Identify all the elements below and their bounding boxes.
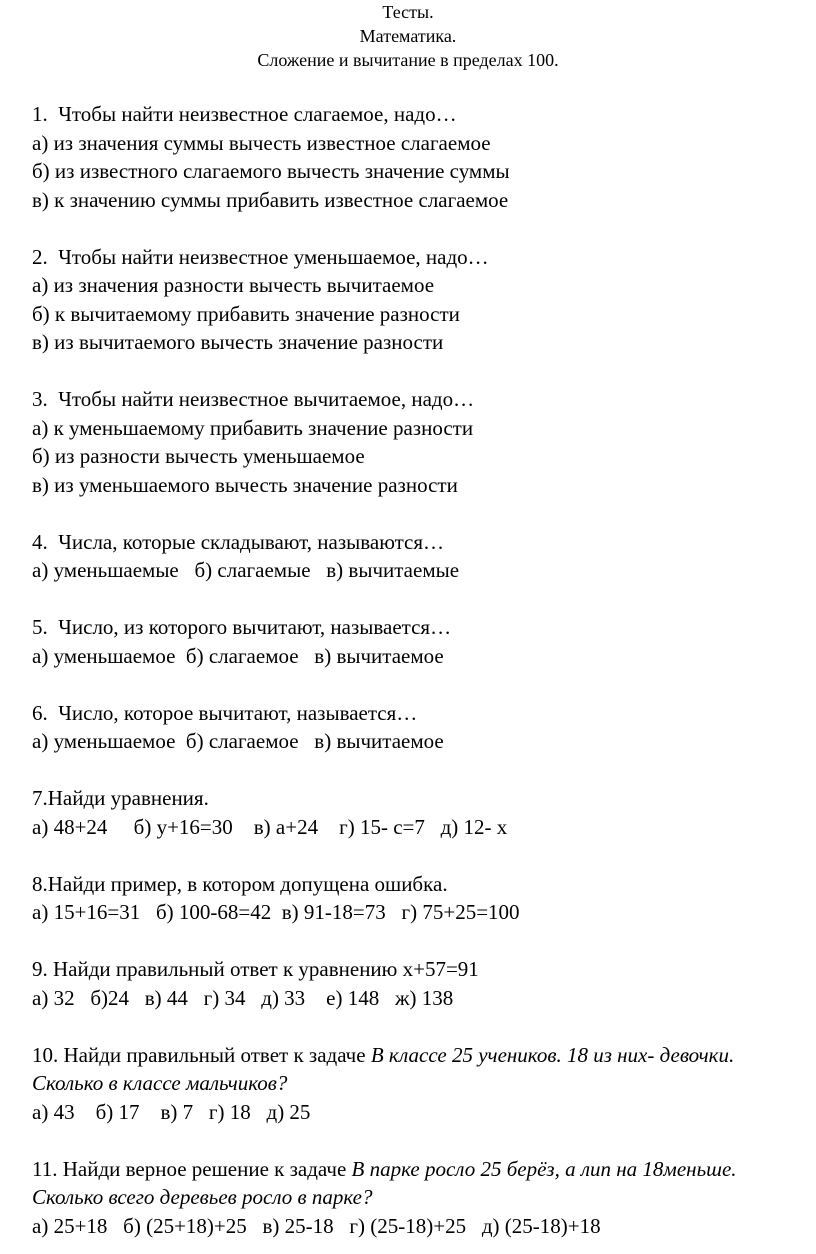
question-7 [32, 784, 792, 841]
question-prompt: 4. Числа, которые складывают, называются… [32, 529, 445, 554]
answer-options-row: а) 43 б) 17 в) 7 г) 18 д) 25 [32, 1099, 311, 1124]
question-prompt: 1. Чтобы найти неизвестное слагаемое, надо… [32, 102, 457, 126]
answer-options-row: а) 15+16=31 б) 100-68=42 в) 91-18=73 г) 75+25=100 [32, 900, 520, 924]
answer-options-row: а) уменьшаемое б) слагаемое в) вычитаемое [32, 729, 444, 753]
answer-option: а) к уменьшаемому прибавить значение разности [32, 415, 474, 440]
answer-option: в) из вычитаемого вычесть значение разности [32, 330, 444, 354]
question-prompt: 6. Число, которое вычитают, называется… [32, 700, 418, 725]
answer-option: а) из значения разности вычесть вычитаемое [32, 273, 435, 297]
question-prompt: 5. Число, из которого вычитают, называется… [32, 615, 452, 639]
question-prompt: 2. Чтобы найти неизвестное уменьшаемое, надо… [32, 244, 489, 269]
answer-options-row: а) уменьшаемые б) слагаемые в) вычитаемые [32, 558, 460, 582]
question-prompt: 3. Чтобы найти неизвестное вычитаемое, надо… [32, 387, 475, 411]
question-1 [32, 100, 792, 214]
test-body [32, 100, 792, 1240]
task-text: В парке росло 25 берёз, а лип на 18меньше. Сколько всего деревьев росло в парке? [32, 1156, 737, 1209]
question-3 [32, 385, 792, 499]
answer-option: а) из значения суммы вычесть известное слагаемое [32, 130, 491, 155]
question-5 [32, 613, 792, 670]
answer-option: б) из разности вычесть уменьшаемое [32, 444, 365, 468]
doc-type-title: Тесты. [382, 2, 434, 22]
question-lead: 11. Найди верное решение к задаче [32, 1156, 352, 1181]
question-8 [32, 870, 792, 927]
answer-option: б) к вычитаемому прибавить значение разности [32, 301, 460, 326]
question-6 [32, 699, 792, 756]
question-2 [32, 243, 792, 357]
question-prompt: 8.Найди пример, в котором допущена ошибка. [32, 871, 448, 896]
question-10 [32, 1041, 792, 1127]
answer-option: в) к значению суммы прибавить известное слагаемое [32, 187, 509, 212]
question-prompt [32, 1041, 792, 1098]
question-lead: 10. Найди правильный ответ к задаче [32, 1042, 371, 1067]
answer-options-row: а) 32 б)24 в) 44 г) 34 д) 33 е) 148 ж) 138 [32, 985, 454, 1010]
task-text: В классе 25 учеников. 18 из них- девочки. Сколько в классе мальчиков? [32, 1042, 735, 1095]
question-11 [32, 1155, 792, 1241]
answer-options-row: а) 25+18 б) (25+18)+25 в) 25-18 г) (25-18)+25 д) (25-18)+18 [32, 1213, 601, 1238]
answer-options-row: а) 48+24 б) у+16=30 в) а+24 г) 15- с=7 д) 12- х [32, 814, 508, 839]
answer-option: в) из уменьшаемого вычесть значение разности [32, 472, 458, 497]
question-9 [32, 955, 792, 1012]
question-prompt [32, 1155, 792, 1212]
question-prompt: 9. Найди правильный ответ к уравнению х+57=91 [32, 957, 479, 981]
topic-title: Сложение и вычитание в пределах 100. [257, 50, 559, 70]
subject-title: Математика. [359, 26, 457, 46]
question-prompt: 7.Найди уравнения. [32, 786, 209, 810]
answer-options-row: а) уменьшаемое б) слагаемое в) вычитаемое [32, 643, 444, 668]
answer-option: б) из известного слагаемого вычесть значение суммы [32, 159, 510, 183]
question-4 [32, 528, 792, 585]
